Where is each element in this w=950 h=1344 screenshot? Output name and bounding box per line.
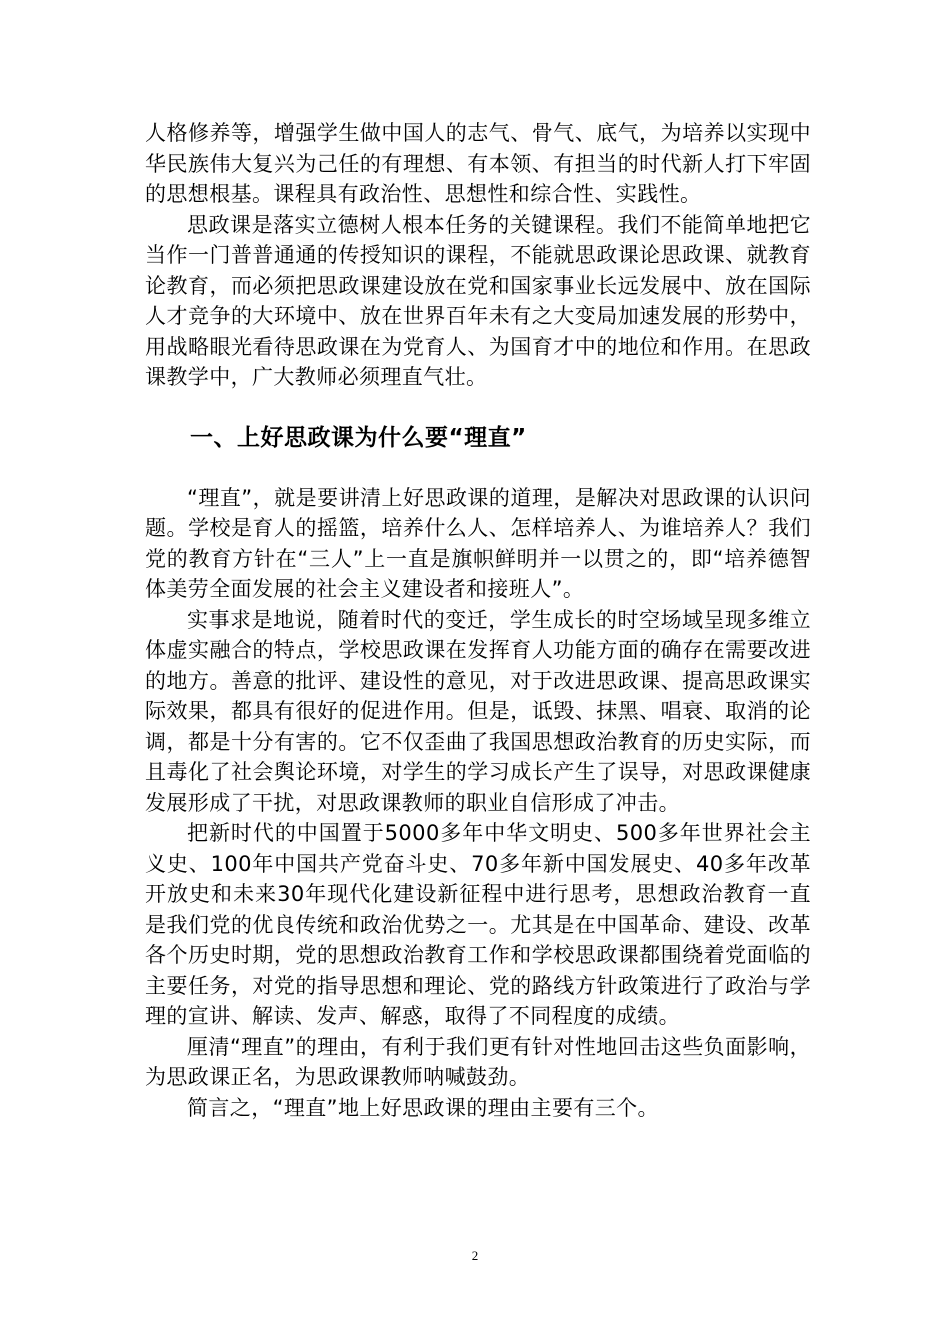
paragraph: 人格修养等，增强学生做中国人的志气、骨气、底气，为培养以实现中华民族伟大复兴为己任的有理想、有本领、有担当的时代新人打下牢固的思想根基。课程具有政治性、思想性和综合性、实践性。 [145,121,811,206]
section-heading: 一、上好思政课为什么要“理直” [190,424,527,451]
paragraph: 简言之，“理直”地上好思政课的理由主要有三个。 [187,1095,659,1120]
paragraph: 思政课是落实立德树人根本任务的关键课程。我们不能简单地把它当作一门普普通通的传授知识的课程，不能就思政课论思政课、就教育论教育，而必须把思政课建设放在党和国家事业长远发展中、放在国际人才竞争的大环境中、放在世界百年未有之大变局加速发展的形势中，用战略眼光看待思政课在为党育人、为国育才中的地位和作用。在思政课教学中，广大教师必须理直气壮。 [145,212,811,389]
paragraph: “理直”，就是要讲清上好思政课的道理，是解决对思政课的认识问题。学校是育人的摇篮，培养什么人、怎样培养人、为谁培养人？我们党的教育方针在“三人”上一直是旗帜鲜明并一以贯之的，即“培养德智体美劳全面发展的社会主义建设者和接班人”。 [145,485,811,601]
page-content [145,118,811,1123]
paragraph: 厘清“理直”的理由，有利于我们更有针对性地回击这些负面影响，为思政课正名，为思政课教师呐喊鼓劲。 [145,1034,811,1089]
paragraph: 实事求是地说，随着时代的变迁，学生成长的时空场域呈现多维立体虚实融合的特点，学校思政课在发挥育人功能方面的确存在需要改进的地方。善意的批评、建设性的意见，对于改进思政课、提高思政课实际效果，都具有很好的促进作用。但是，诋毁、抹黑、唱衰、取消的论调，都是十分有害的。它不仅歪曲了我国思想政治教育的历史实际，而且毒化了社会舆论环境，对学生的学习成长产生了误导，对思政课健康发展形成了干扰，对思政课教师的职业自信形成了冲击。 [145,607,811,815]
paragraph: 把新时代的中国置于5000多年中华文明史、500多年世界社会主义史、100年中国共产党奋斗史、70多年新中国发展史、40多年改革开放史和未来30年现代化建设新征程中进行思考，思想政治教育一直是我们党的优良传统和政治优势之一。尤其是在中国革命、建设、改革各个历史时期，党的思想政治教育工作和学校思政课都围绕着党面临的主要任务，对党的指导思想和理论、党的路线方针政策进行了政治与学理的宣讲、解读、发声、解惑，取得了不同程度的成绩。 [145,821,811,1028]
page-number: 2 [471,1248,479,1263]
